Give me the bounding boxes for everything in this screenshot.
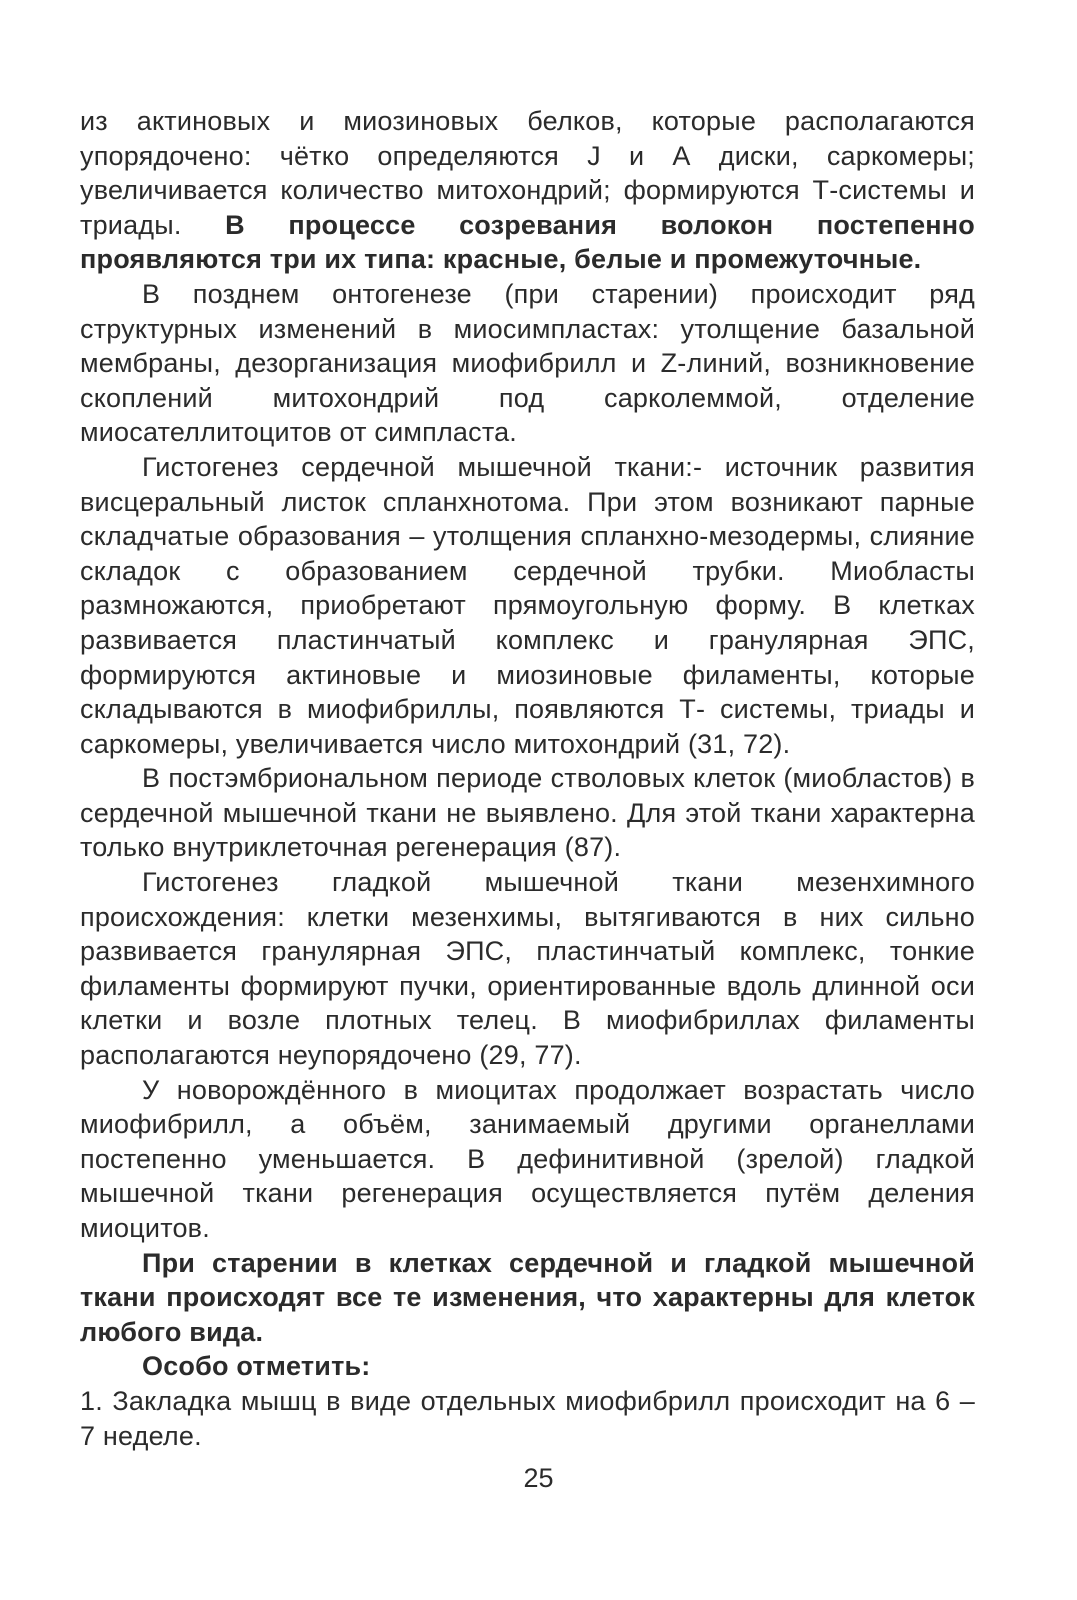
note-heading: Особо отметить: — [142, 1351, 371, 1382]
list-item-1: 1. Закладка мышц в виде отдельных миофибрилл происходит на 6 – 7 неделе. — [80, 1385, 975, 1451]
paragraph-1-bold-text: В процессе созревания волокон постепенно проявляются три их типа: красные, белые и промежуточные. — [80, 209, 975, 275]
page-body — [80, 104, 975, 1453]
paragraph-6 — [80, 1073, 975, 1246]
paragraph-4-text: В постэмбриональном периоде стволовых клеток (миобластов) в сердечной мышечной ткани не выявлено. Для этой ткани характерна только внутриклеточная регенерация (87). — [80, 763, 975, 863]
paragraph-2 — [80, 277, 975, 450]
paragraph-5 — [80, 865, 975, 1073]
paragraph-7-bold-text: При старении в клетках сердечной и гладкой мышечной ткани происходят все те изменения, что характерны для клеток любого вида. — [80, 1247, 975, 1347]
paragraph-5-text: Гистогенез гладкой мышечной ткани мезенхимного происхождения: клетки мезенхимы, вытягиваются в них сильно развивается гранулярная ЭПС, пластинчатый комплекс, тонкие филаменты формируют пучки, ориентированные вдоль длинной оси клетки и возле плотных телец. В миофибриллах филаменты располагаются неупорядочено (29, 77). — [80, 867, 975, 1071]
paragraph-3-text: Гистогенез сердечной мышечной ткани:- источник развития висцеральный листок спланхнотома. При этом возникают парные складчатые образования – утолщения спланхно-мезодермы, слияние складок с образованием сердечной трубки. Миобласты размножаются, приобретают прямоугольную форму. В клетках развивается пластинчатый комплекс и гранулярная ЭПС, формируются актиновые и миозиновые филаменты, которые складываются в миофибриллы, появляются Т- системы, триады и саркомеры, увеличивается число митохондрий (31, 72). — [80, 451, 975, 759]
paragraph-2-text: В позднем онтогенезе (при старении) происходит ряд структурных изменений в миосимпластах: утолщение базальной мембраны, дезорганизация миофибрилл и Z-линий, возникновение скоплений митохондрий под сарколеммой, отделение миосателлитоцитов от симпласта. — [80, 278, 975, 448]
paragraph-4 — [80, 761, 975, 865]
page-number: 25 — [523, 1463, 554, 1493]
paragraph-3 — [80, 450, 975, 761]
paragraph-1-text: из актиновых и миозиновых белков, которые располагаются упорядочено: чётко определяются J и А диски, саркомеры; увеличивается количество митохондрий; формируются Т-системы и триады. — [80, 106, 975, 240]
paragraph-6-text: У новорождённого в миоцитах продолжает возрастать число миофибрилл, а объём, занимаемый другими органеллами постепенно уменьшается. В дефинитивной (зрелой) гладкой мышечной ткани регенерация осуществляется путём деления миоцитов. — [80, 1074, 975, 1243]
paragraph-7 — [80, 1246, 975, 1350]
paragraph-1 — [80, 104, 975, 277]
